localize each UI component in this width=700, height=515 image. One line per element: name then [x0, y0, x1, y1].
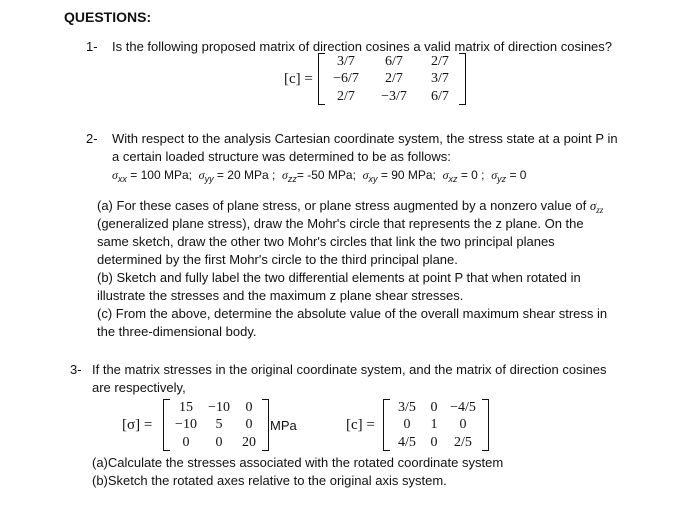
q2-c-line2: the three-dimensional body.: [97, 324, 257, 339]
matrix-cell: −4/5: [450, 400, 476, 415]
matrix-cell: 3/7: [337, 54, 355, 69]
matrix-cell: 2/5: [454, 434, 472, 450]
matrix-cell: 20: [242, 434, 256, 450]
sigma-symbol: σ: [442, 168, 449, 182]
q2-line2: a certain loaded structure was determined to be as follows:: [112, 149, 451, 164]
matrix-cell: 0: [430, 434, 438, 450]
matrix-cell: 6/7: [431, 88, 449, 104]
sigma-symbol: σ: [112, 168, 118, 182]
q2-b-line2: illustrate the stresses and the maximum z plane shear stresses.: [97, 288, 464, 303]
stress-value: = 20 MPa ;: [216, 168, 276, 182]
q2-b-line1: (b) Sketch and fully label the two differential elements at point P that when rotated in: [97, 270, 581, 285]
q1-direction-cosine-matrix: [318, 53, 466, 105]
stress-subscript: yy: [204, 174, 214, 184]
stress-subscript: xx: [117, 174, 127, 184]
sigma-symbol: σ: [281, 168, 288, 182]
q3-part-b: (b)Sketch the rotated axes relative to the original axis system.: [92, 473, 447, 488]
matrix-cell: −10: [175, 417, 197, 433]
matrix-cell: 6/7: [385, 54, 403, 69]
q1-number: 1-: [86, 39, 98, 54]
stress-value: = 90 MPa;: [380, 168, 436, 182]
q2-a-line1: (a) For these cases of plane stress, or plane stress augmented by a nonzero value of: [97, 198, 587, 213]
stress-subscript: yz: [497, 174, 507, 184]
q3-number: 3-: [70, 362, 82, 377]
sigma-symbol: σ: [491, 168, 498, 182]
q3-direction-cosine-matrix: [383, 399, 489, 451]
q3-stress-matrix: [163, 399, 269, 451]
stress-value: = 0 ;: [460, 168, 485, 182]
stress-subscript: xy: [368, 174, 378, 184]
q2-part-a: [97, 198, 603, 218]
matrix-cell: 2/7: [385, 71, 403, 87]
q1-text: Is the following proposed matrix of direction cosines a valid matrix of direction cosines?: [112, 39, 613, 54]
stress-value: = -50 MPa;: [296, 168, 356, 182]
matrix-cell: 2/7: [337, 88, 355, 104]
matrix-cell: 15: [179, 400, 193, 415]
q2-c-line1: (c) From the above, determine the absolute value of the overall maximum shear stress in: [97, 306, 608, 321]
sigma-symbol: σ: [362, 168, 369, 182]
q3-c-label: [c] =: [346, 417, 375, 433]
q2-a-line4: determined by the first Mohr's circle to the third principal plane.: [97, 252, 458, 267]
q1-matrix-label: [c] =: [284, 71, 313, 87]
matrix-cell: 2/7: [431, 54, 449, 69]
stress-value: = 100 MPa;: [130, 168, 192, 182]
page-heading: QUESTIONS:: [64, 9, 152, 25]
matrix-cell: 0: [215, 434, 223, 450]
matrix-cell: −10: [208, 400, 230, 415]
matrix-cell: 0: [459, 417, 467, 433]
matrix-cell: 5: [215, 417, 223, 433]
matrix-cell: 0: [430, 400, 438, 415]
matrix-cell: 0: [182, 434, 190, 450]
matrix-cell: −6/7: [333, 71, 359, 87]
matrix-cell: 3/7: [431, 71, 449, 87]
matrix-cell: −3/7: [381, 88, 407, 104]
q3-line1: If the matrix stresses in the original coordinate system, and the matrix of direction cosines: [92, 362, 607, 377]
stress-value: = 0: [509, 168, 527, 182]
q3-part-a: (a)Calculate the stresses associated with the rotated coordinate system: [92, 455, 504, 470]
matrix-cell: 0: [403, 417, 411, 433]
sigma-zz-symbol: $\sigma_{zz}$: [589, 198, 604, 215]
stress-subscript: xz: [448, 174, 458, 184]
q2-line1: With respect to the analysis Cartesian coordinate system, the stress state at a point P in: [112, 131, 618, 146]
stress-subscript: zz: [287, 174, 297, 184]
q3-line2: are respectively,: [92, 380, 186, 395]
sigma-symbol: σ: [198, 168, 205, 182]
q2-stress-state: [112, 167, 526, 187]
q3-unit: MPa: [270, 418, 297, 433]
q2-a-line3: same sketch, draw the other two Mohr's circles that link the two principal planes: [97, 234, 555, 249]
matrix-cell: 3/5: [398, 400, 416, 415]
matrix-cell: 0: [245, 400, 253, 415]
q2-a-line2: (generalized plane stress), draw the Mohr's circle that represents the z plane. On the: [97, 216, 584, 231]
q3-sigma-label: [σ] =: [122, 417, 153, 433]
matrix-cell: 0: [245, 417, 253, 433]
q2-number: 2-: [86, 131, 98, 146]
matrix-cell: 1: [430, 417, 438, 433]
matrix-cell: 4/5: [398, 434, 416, 450]
